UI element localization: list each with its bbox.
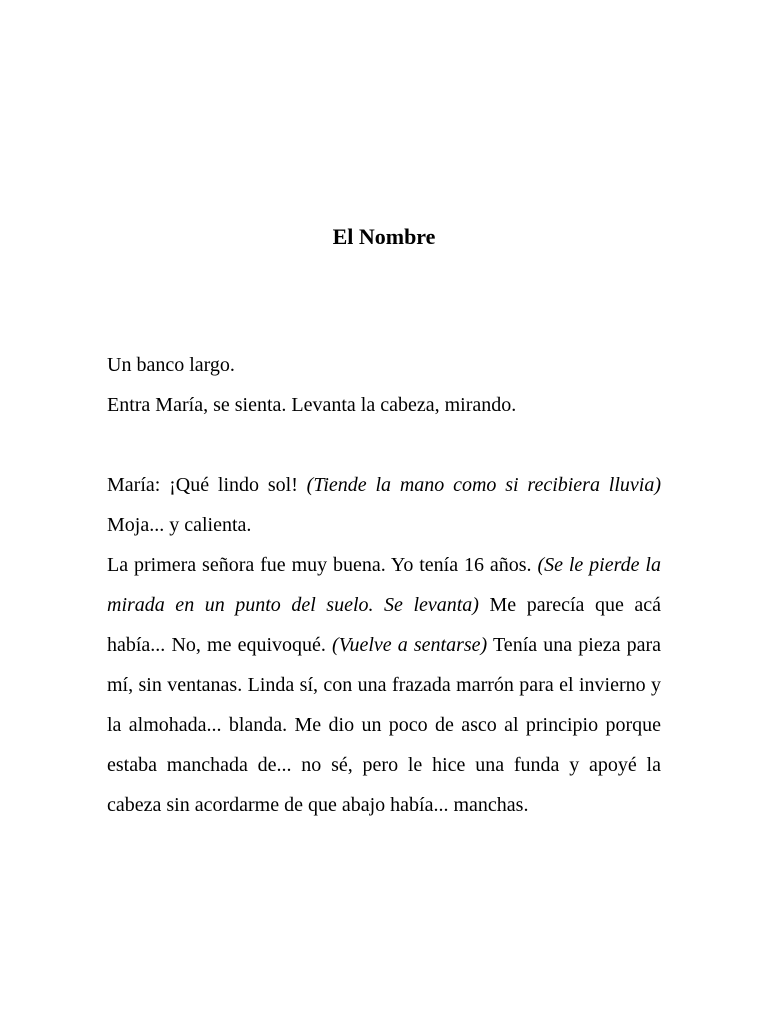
dialogue-text: Tenía una pieza para mí, sin ventanas. Linda sí, con una frazada marrón para el invierno y la almohada... blanda. Me dio un poco de asco al principio porque estaba manchada de... no sé, pero le hice una funda y apoyé la cabeza sin acordarme de que abajo había... manchas.: [107, 634, 662, 816]
dialogue-block: [107, 465, 661, 825]
stage-direction: (Tiende la mano como si recibiera lluvia): [306, 474, 661, 496]
dialogue-text: María: ¡Qué lindo sol!: [107, 474, 307, 496]
dialogue-paragraph-2: [107, 545, 661, 825]
page-title: El Nombre: [332, 224, 436, 249]
setting-line-2: Entra María, se sienta. Levanta la cabeza, mirando.: [107, 394, 517, 416]
dialogue-text: Me parecía que acá había... No, me equivoqué.: [107, 594, 661, 656]
stage-setting: [107, 345, 661, 425]
stage-direction: (Se le pierde la mirada en un punto del suelo. Se levanta): [107, 554, 661, 616]
dialogue-paragraph-1: [107, 465, 661, 545]
dialogue-text: Moja... y calienta.: [107, 514, 252, 536]
stage-direction: (Vuelve a sentarse): [332, 634, 488, 656]
dialogue-text: La primera señora fue muy buena. Yo tenía 16 años.: [107, 554, 538, 576]
setting-line-1: Un banco largo.: [107, 354, 235, 376]
